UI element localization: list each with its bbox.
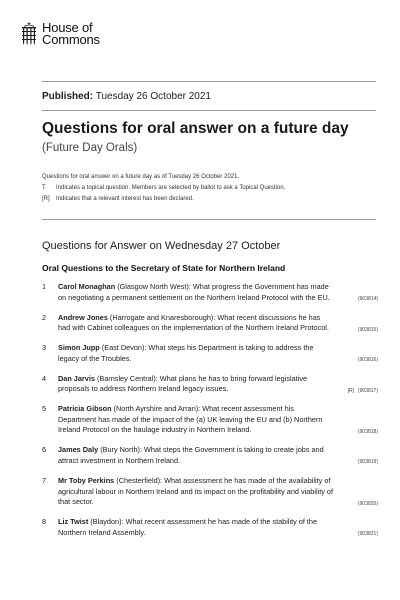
member-name: Carol Monaghan [58,282,116,291]
question-item [42,445,378,466]
intro-block [42,172,372,205]
question-item [42,343,378,364]
divider-top [42,81,376,82]
question-text: (Bury North): What steps the Government is taking to create jobs and attract investment in Northern Ireland. [58,445,324,465]
department-heading: Oral Questions to the Secretary of State for Northern Ireland [42,263,286,273]
divider-published [42,110,376,111]
legend-text: Indicates a topical question. Members are selected by ballot to ask a Topical Question. [56,185,286,191]
question-text: (Chesterfield): What assessment he has made of the availability of agricultural labour in Northern Ireland and its impact on the profitability and viability of that sector. [58,476,333,507]
published-date: Tuesday 26 October 2021 [95,91,211,102]
question-number: 5 [42,404,47,414]
member-name: Liz Twist [58,517,89,527]
legend-row-topical [42,183,372,194]
member-name: Dan Jarvis [58,373,95,383]
member-name: Patricia Gibson [58,404,112,414]
member-name: Mr Toby Perkins [58,476,115,486]
legend-key: T [42,185,46,191]
question-ref-number: (903817) [357,387,378,394]
question-ref-number: (903820) [357,500,378,507]
question-body [58,343,378,364]
portcullis-icon [20,22,38,46]
question-item [42,313,378,334]
interest-declared-flag: [R] [347,387,354,394]
legend-text: Indicates that a relevant interest has been declared. [56,196,194,202]
question-text: (Glasgow North West): What progress the Government has made on negotiating a permanent settlement on the Northern Ireland Protocol with the EU. [58,282,330,302]
member-name: Andrew Jones [58,312,108,322]
question-item [42,476,378,508]
question-item [42,374,378,395]
question-reference [358,295,378,303]
question-reference [358,326,378,334]
question-item [42,404,378,436]
legend-key: [R] [42,196,50,202]
question-text: (North Ayrshire and Arran): What recent assessment his Department has made of the impact of the (a) UK leaving the EU and (b) Northern Ireland Protocol on the haulage industry in Northern Ireland. [58,404,323,435]
question-reference [348,387,378,395]
question-number: 1 [42,282,47,291]
question-number: 7 [42,476,47,486]
question-number: 4 [42,373,47,383]
question-ref-number: (903821) [357,531,378,538]
question-text: (Harrogate and Knaresborough): What recent discussions he has had with Cabinet colleagues on the implementation of the Northern Ireland Protocol. [58,312,329,333]
question-body [58,445,378,466]
page-subtitle: (Future Day Orals) [42,142,138,154]
question-body [58,313,378,334]
question-reference [358,458,378,466]
question-ref-number: (903815) [357,326,378,333]
question-body [58,517,378,538]
question-body [58,404,378,436]
question-reference [358,356,378,364]
published-line [42,91,211,102]
published-label: Published: [42,91,94,102]
question-item [42,517,378,538]
house-of-commons-logo [20,22,100,46]
question-text: (Blaydon): What recent assessment he has made of the stability of the Northern Ireland Assembly. [58,517,318,537]
member-name: Simon Jupp [58,343,100,353]
questions-list [42,282,378,538]
question-ref-number: (903818) [357,428,378,435]
question-text: (Barnsley Central): What plans he has to bring forward legislative proposals to address Northern Ireland legacy issues. [58,373,308,394]
question-body [58,476,378,508]
logo-line-1: House of [42,20,93,35]
member-name: James Daly [58,445,99,455]
question-reference [358,428,378,436]
logo-wordmark [42,22,100,46]
question-body [58,282,378,303]
legend-row-interest [42,194,372,205]
question-number: 6 [42,445,47,455]
question-ref-number: (903819) [357,459,378,466]
question-text: (East Devon): What steps his Department is taking to address the legacy of the Troubles. [58,343,314,363]
divider-intro [42,219,376,220]
question-body [58,374,378,395]
question-ref-number: (903814) [357,296,378,302]
section-heading: Questions for Answer on Wednesday 27 October [42,240,281,252]
question-reference [358,530,378,538]
question-number: 3 [42,343,47,353]
question-number: 8 [42,517,47,527]
question-item [42,282,378,303]
page-title: Questions for oral answer on a future day [42,120,349,137]
question-reference [358,500,378,508]
intro-line: Questions for oral answer on a future day as of Tuesday 26 October 2021. [42,174,240,180]
logo-line-2: Commons [42,32,100,47]
question-number: 2 [42,312,47,322]
question-ref-number: (903816) [357,357,378,364]
